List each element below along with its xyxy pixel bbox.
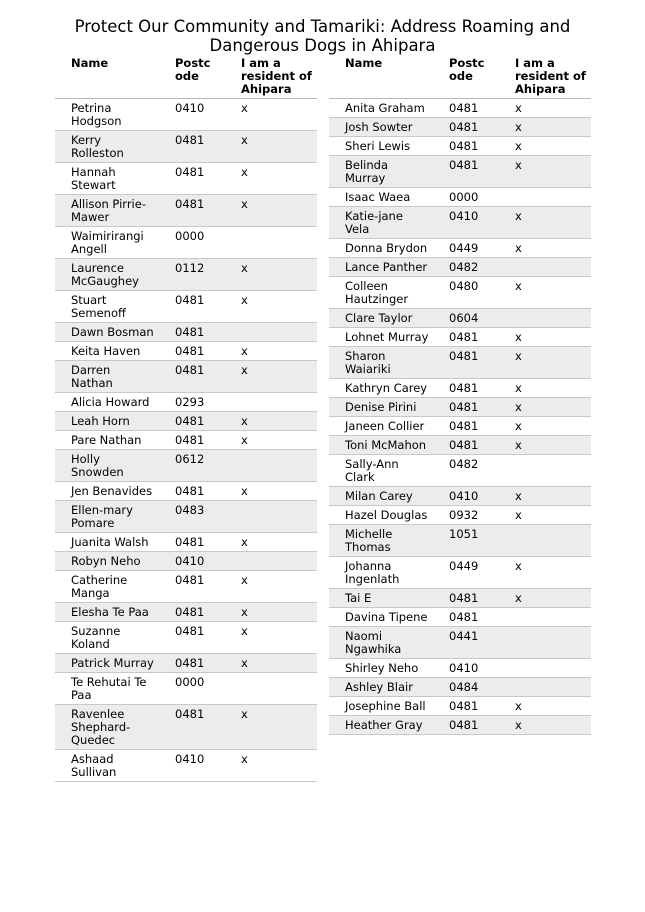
postcode-cell: 0481 [433, 589, 499, 608]
postcode-cell: 0481 [159, 323, 225, 342]
resident-cell: x [225, 571, 317, 603]
title-line-1: Protect Our Community and Tamariki: Address Roaming and [74, 17, 571, 36]
postcode-cell: 0112 [159, 259, 225, 291]
name-cell: Hannah Stewart [55, 163, 159, 195]
name-cell: Ravenlee Shephard-Quedec [55, 705, 159, 750]
resident-cell: x [225, 99, 317, 131]
table-row [55, 603, 317, 622]
table-row [55, 750, 317, 782]
name-cell: Michelle Thomas [329, 525, 433, 557]
name-cell: Dawn Bosman [55, 323, 159, 342]
name-cell: Robyn Neho [55, 552, 159, 571]
resident-cell: x [225, 412, 317, 431]
name-cell: Suzanne Koland [55, 622, 159, 654]
table-row [329, 137, 591, 156]
table-row [55, 622, 317, 654]
title-line-2: Dangerous Dogs in Ahipara [209, 36, 436, 55]
postcode-cell: 0481 [433, 608, 499, 627]
table-row [329, 118, 591, 137]
postcode-cell: 0482 [433, 258, 499, 277]
postcode-cell: 0480 [433, 277, 499, 309]
postcode-cell: 0481 [159, 533, 225, 552]
resident-cell: x [225, 291, 317, 323]
name-cell: Laurence McGaughey [55, 259, 159, 291]
name-cell: Kathryn Carey [329, 379, 433, 398]
table-row [55, 654, 317, 673]
resident-cell [225, 323, 317, 342]
name-cell: Isaac Waea [329, 188, 433, 207]
resident-cell: x [499, 99, 591, 118]
name-cell: Keita Haven [55, 342, 159, 361]
table-row [55, 131, 317, 163]
name-cell: Lance Panther [329, 258, 433, 277]
postcode-cell: 0932 [433, 506, 499, 525]
table-row [329, 239, 591, 258]
resident-cell [499, 455, 591, 487]
table-row [55, 259, 317, 291]
table-row [329, 627, 591, 659]
resident-cell [499, 659, 591, 678]
resident-cell [499, 309, 591, 328]
table-row [55, 342, 317, 361]
resident-header: I am a resident of Ahipara [499, 55, 591, 99]
name-cell: Darren Nathan [55, 361, 159, 393]
table-row [55, 571, 317, 603]
name-cell: Josh Sowter [329, 118, 433, 137]
postcode-cell: 0484 [433, 678, 499, 697]
name-cell: Sheri Lewis [329, 137, 433, 156]
postcode-cell: 0481 [159, 131, 225, 163]
name-header: Name [329, 55, 433, 99]
resident-cell [499, 525, 591, 557]
signatures-table-right [329, 55, 591, 735]
resident-cell: x [499, 207, 591, 239]
name-cell: Anita Graham [329, 99, 433, 118]
postcode-cell: 0293 [159, 393, 225, 412]
table-row [329, 188, 591, 207]
name-cell: Denise Pirini [329, 398, 433, 417]
postcode-cell: 0481 [433, 137, 499, 156]
header-row [329, 55, 591, 99]
name-cell: Allison Pirrie-Mawer [55, 195, 159, 227]
postcode-cell: 0410 [433, 207, 499, 239]
resident-cell [499, 678, 591, 697]
name-cell: Sharon Waiariki [329, 347, 433, 379]
table-row [55, 450, 317, 482]
table-row [329, 347, 591, 379]
resident-cell [225, 393, 317, 412]
resident-cell: x [225, 361, 317, 393]
table-row [55, 227, 317, 259]
table-row [329, 99, 591, 118]
table-row [55, 673, 317, 705]
postcode-cell: 0481 [159, 163, 225, 195]
name-cell: Petrina Hodgson [55, 99, 159, 131]
table-row [329, 417, 591, 436]
resident-cell: x [499, 557, 591, 589]
resident-cell: x [225, 131, 317, 163]
postcode-cell: 0481 [433, 118, 499, 137]
resident-cell: x [225, 654, 317, 673]
postcode-cell: 0483 [159, 501, 225, 533]
table-row [329, 436, 591, 455]
name-header: Name [55, 55, 159, 99]
name-cell: Catherine Manga [55, 571, 159, 603]
postcode-cell: 0000 [433, 188, 499, 207]
postcode-cell: 0481 [159, 603, 225, 622]
resident-cell: x [225, 533, 317, 552]
name-cell: Toni McMahon [329, 436, 433, 455]
name-cell: Patrick Murray [55, 654, 159, 673]
postcode-cell: 0481 [159, 571, 225, 603]
table-row [55, 431, 317, 450]
postcode-cell: 0000 [159, 673, 225, 705]
name-cell: Ellen-mary Pomare [55, 501, 159, 533]
table-row [329, 207, 591, 239]
name-cell: Leah Horn [55, 412, 159, 431]
resident-cell: x [499, 417, 591, 436]
postcode-cell: 0410 [433, 659, 499, 678]
resident-cell: x [225, 750, 317, 782]
table-row [55, 705, 317, 750]
resident-cell [499, 258, 591, 277]
table-row [329, 525, 591, 557]
name-cell: Te Rehutai Te Paa [55, 673, 159, 705]
postcode-cell: 0482 [433, 455, 499, 487]
name-cell: Juanita Walsh [55, 533, 159, 552]
postcode-cell: 0481 [433, 328, 499, 347]
name-cell: Elesha Te Paa [55, 603, 159, 622]
resident-cell: x [499, 156, 591, 188]
table-row [55, 552, 317, 571]
resident-cell: x [225, 195, 317, 227]
resident-cell: x [499, 436, 591, 455]
postcode-cell: 1051 [433, 525, 499, 557]
header-row [55, 55, 317, 99]
table-row [329, 716, 591, 735]
table-row [329, 608, 591, 627]
postcode-cell: 0481 [159, 412, 225, 431]
postcode-cell: 0481 [159, 291, 225, 323]
resident-cell: x [225, 622, 317, 654]
postcode-cell: 0410 [159, 750, 225, 782]
resident-cell: x [499, 277, 591, 309]
postcode-cell: 0410 [159, 552, 225, 571]
resident-header: I am a resident of Ahipara [225, 55, 317, 99]
name-cell: Colleen Hautzinger [329, 277, 433, 309]
table-row [329, 379, 591, 398]
table-row [55, 482, 317, 501]
postcode-cell: 0481 [433, 379, 499, 398]
resident-cell [225, 501, 317, 533]
resident-cell: x [225, 163, 317, 195]
postcode-header: Postc ode [159, 55, 225, 99]
postcode-cell: 0481 [433, 347, 499, 379]
postcode-cell: 0481 [433, 156, 499, 188]
resident-cell: x [499, 137, 591, 156]
resident-cell: x [225, 603, 317, 622]
table-row [55, 323, 317, 342]
name-cell: Alicia Howard [55, 393, 159, 412]
resident-cell: x [499, 347, 591, 379]
signatures-table-left [55, 55, 317, 782]
table-row [329, 398, 591, 417]
table-row [55, 501, 317, 533]
postcode-cell: 0481 [159, 195, 225, 227]
name-cell: Belinda Murray [329, 156, 433, 188]
name-cell: Milan Carey [329, 487, 433, 506]
table-row [329, 328, 591, 347]
name-cell: Janeen Collier [329, 417, 433, 436]
resident-cell: x [499, 118, 591, 137]
resident-cell: x [499, 328, 591, 347]
table-row [55, 291, 317, 323]
name-cell: Sally-Ann Clark [329, 455, 433, 487]
postcode-cell: 0481 [159, 622, 225, 654]
name-cell: Ashaad Sullivan [55, 750, 159, 782]
postcode-cell: 0481 [159, 431, 225, 450]
table-row [329, 156, 591, 188]
resident-cell [499, 188, 591, 207]
postcode-cell: 0481 [159, 654, 225, 673]
name-cell: Tai E [329, 589, 433, 608]
postcode-cell: 0481 [433, 436, 499, 455]
name-cell: Lohnet Murray [329, 328, 433, 347]
table-row [55, 361, 317, 393]
postcode-cell: 0481 [159, 342, 225, 361]
table-row [55, 533, 317, 552]
resident-cell: x [225, 705, 317, 750]
left-table-body [55, 99, 317, 782]
resident-cell: x [499, 239, 591, 258]
postcode-cell: 0410 [159, 99, 225, 131]
resident-cell [225, 552, 317, 571]
right-table-body [329, 99, 591, 735]
postcode-header: Postc ode [433, 55, 499, 99]
postcode-cell: 0481 [433, 417, 499, 436]
name-cell: Clare Taylor [329, 309, 433, 328]
postcode-cell: 0410 [433, 487, 499, 506]
resident-cell [499, 608, 591, 627]
name-cell: Davina Tipene [329, 608, 433, 627]
table-row [329, 487, 591, 506]
resident-cell [499, 627, 591, 659]
table-row [329, 309, 591, 328]
table-row [55, 412, 317, 431]
table-row [55, 163, 317, 195]
name-cell: Naomi Ngawhika [329, 627, 433, 659]
resident-cell: x [499, 487, 591, 506]
postcode-cell: 0481 [433, 716, 499, 735]
postcode-cell: 0481 [433, 99, 499, 118]
name-cell: Jen Benavides [55, 482, 159, 501]
name-cell: Kerry Rolleston [55, 131, 159, 163]
postcode-cell: 0481 [433, 398, 499, 417]
table-row [55, 195, 317, 227]
table-row [329, 506, 591, 525]
name-cell: Pare Nathan [55, 431, 159, 450]
postcode-cell: 0449 [433, 239, 499, 258]
resident-cell: x [499, 506, 591, 525]
table-row [329, 258, 591, 277]
postcode-cell: 0481 [159, 482, 225, 501]
resident-cell [225, 227, 317, 259]
name-cell: Donna Brydon [329, 239, 433, 258]
resident-cell: x [499, 716, 591, 735]
resident-cell [225, 450, 317, 482]
table-row [329, 557, 591, 589]
postcode-cell: 0481 [433, 697, 499, 716]
name-cell: Ashley Blair [329, 678, 433, 697]
table-row [329, 455, 591, 487]
resident-cell: x [499, 398, 591, 417]
name-cell: Heather Gray [329, 716, 433, 735]
resident-cell: x [225, 342, 317, 361]
name-cell: Shirley Neho [329, 659, 433, 678]
table-row [55, 393, 317, 412]
postcode-cell: 0000 [159, 227, 225, 259]
postcode-cell: 0604 [433, 309, 499, 328]
table-row [55, 99, 317, 131]
name-cell: Holly Snowden [55, 450, 159, 482]
resident-cell [225, 673, 317, 705]
resident-cell: x [499, 697, 591, 716]
resident-cell: x [225, 259, 317, 291]
page-title [0, 17, 645, 55]
table-row [329, 697, 591, 716]
name-cell: Katie-jane Vela [329, 207, 433, 239]
name-cell: Stuart Semenoff [55, 291, 159, 323]
resident-cell: x [499, 589, 591, 608]
resident-cell: x [225, 482, 317, 501]
name-cell: Josephine Ball [329, 697, 433, 716]
name-cell: Hazel Douglas [329, 506, 433, 525]
table-row [329, 277, 591, 309]
resident-cell: x [225, 431, 317, 450]
table-row [329, 589, 591, 608]
postcode-cell: 0481 [159, 361, 225, 393]
postcode-cell: 0612 [159, 450, 225, 482]
resident-cell: x [499, 379, 591, 398]
table-row [329, 678, 591, 697]
table-row [329, 659, 591, 678]
postcode-cell: 0441 [433, 627, 499, 659]
postcode-cell: 0449 [433, 557, 499, 589]
postcode-cell: 0481 [159, 705, 225, 750]
name-cell: Johanna Ingenlath [329, 557, 433, 589]
name-cell: Waimirirangi Angell [55, 227, 159, 259]
